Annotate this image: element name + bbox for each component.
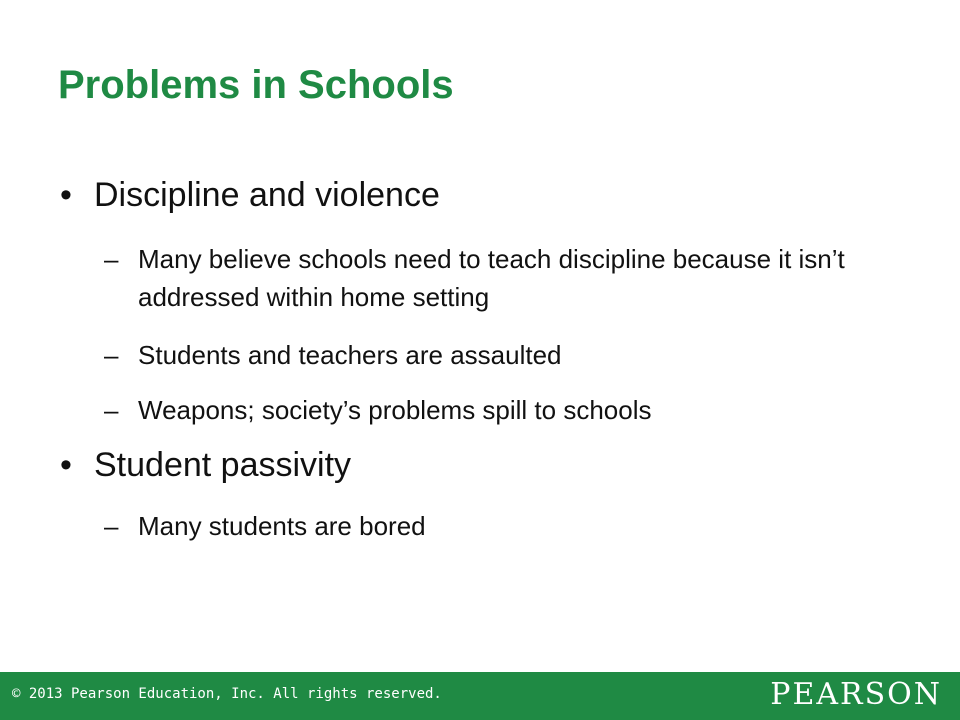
bullet-item [60,176,440,215]
pearson-logo: PEARSON [770,677,942,712]
slide-title: Problems in Schools [58,63,454,107]
copyright-text: © 2013 Pearson Education, Inc. All rights reserved. [12,686,442,702]
bullet-text: Student passivity [94,446,352,484]
sub-bullet-text: Many students are bored [138,511,426,541]
sub-bullet-item [104,391,904,429]
sub-bullet-text: Students and teachers are assaulted [138,340,562,370]
sub-bullet-item [104,240,904,316]
footer-bar [0,672,960,720]
bullet-item [60,446,351,485]
sub-bullet-item [104,507,904,545]
bullet-marker: • [60,446,72,484]
sub-bullet-marker: – [104,244,119,274]
sub-bullet-text: Many believe schools need to teach discipline because it isn’t addressed within home setting [138,244,845,312]
sub-bullet-marker: – [104,395,119,425]
bullet-marker: • [60,176,72,214]
sub-bullet-text: Weapons; society’s problems spill to schools [138,395,652,425]
bullet-text: Discipline and violence [94,176,440,214]
sub-bullet-marker: – [104,340,119,370]
sub-bullet-item [104,336,904,374]
sub-bullet-marker: – [104,511,119,541]
